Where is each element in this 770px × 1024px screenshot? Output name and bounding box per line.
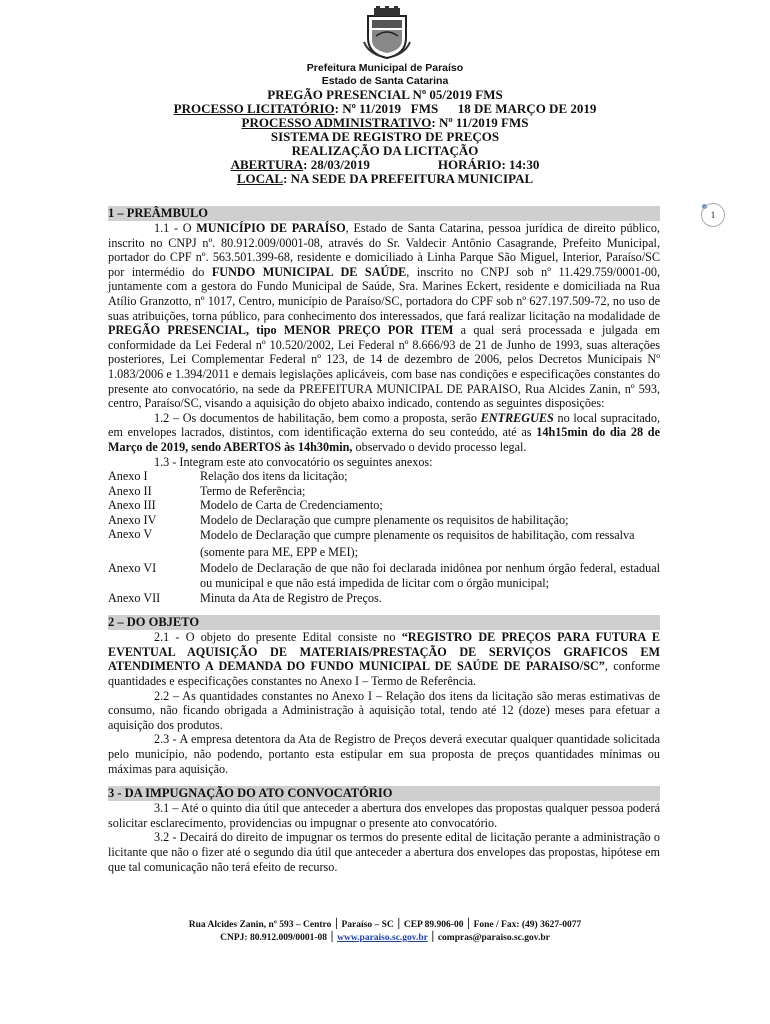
website-link[interactable]: www.paraiso.sc.gov.br bbox=[337, 933, 428, 943]
state-name: Estado de Santa Catarina bbox=[321, 75, 449, 87]
horario: HORÁRIO: 14:30 bbox=[437, 157, 540, 172]
paragraph-3-2: 3.2 - Decairá do direito de impugnar os termos do presente edital de licitação perante a administração o licitante que não o fizer até o segundo dia útil que anteceder a abertura dos envelopes das propostas, hipótese em que tal comunicação não terá efeito de recurso. bbox=[108, 830, 660, 874]
annex-row: Anexo III Modelo de Carta de Credenciamento; bbox=[108, 498, 383, 513]
abertura-line bbox=[0, 158, 770, 172]
annex-row: Anexo IV Modelo de Declaração que cumpre plenamente os requisitos de habilitação; bbox=[108, 512, 569, 527]
document-body bbox=[108, 206, 660, 874]
annex-row: Anexo I Relação dos itens da licitação; bbox=[108, 469, 348, 484]
section-title-objeto: 2 – DO OBJETO bbox=[108, 615, 660, 630]
realizacao-line: REALIZAÇÃO DA LICITAÇÃO bbox=[291, 143, 479, 158]
paragraph-2-2: 2.2 – As quantidades constantes no Anexo I – Relação dos itens da licitação são meras estimativas de consumo, não ficando obrigada a Administração à aquisição total, tendo até 12 (doze) meses para efetuar a aquisição dos produtos. bbox=[108, 688, 660, 732]
adm-label: PROCESSO ADMINISTRATIVO bbox=[241, 115, 432, 130]
footer-address: Rua Alcides Zanin, nº 593 – Centro ׀ Paraíso – SC ׀ CEP 89.906-00 ׀ Fone / Fax: (49) 3627-0077 bbox=[188, 920, 582, 930]
pregao-title: PREGÃO PRESENCIAL Nº 05/2019 FMS bbox=[267, 87, 503, 102]
paragraph-2-3: 2.3 - A empresa detentora da Ata de Registro de Preços deverá executar qualquer quantidade solicitada pelo município, não podendo, portanto esta estipular em sua proposta de preços quantidades mínimas ou máximas para aquisição. bbox=[108, 732, 660, 776]
annex-row: Anexo VII Minuta da Ata de Registro de Preços. bbox=[108, 590, 382, 605]
paragraph-1-2: 1.2 – Os documentos de habilitação, bem como a proposta, serão ENTREGUES no local supracitado, em envelopes lacrados, distintos, com identificação externa do seu conteúdo, até as 14h15min do dia 28 de Março de 2019, sendo ABERTOS às 14h30min, observado o devido processo legal. bbox=[108, 410, 660, 454]
processo-line bbox=[0, 102, 770, 116]
section-title-preambulo: 1 – PREÂMBULO bbox=[108, 206, 660, 221]
paragraph-3-1: 3.1 – Até o quinto dia útil que anteceder a abertura dos envelopes das propostas qualquer pessoa poderá solicitar esclarecimento, providencias ou impugnar o presente ato convocatório. bbox=[108, 801, 660, 830]
sistema-line: SISTEMA DE REGISTRO DE PREÇOS bbox=[270, 129, 500, 144]
local-value: : NA SEDE DA PREFEITURA MUNICIPAL bbox=[283, 171, 534, 186]
municipal-crest-logo bbox=[362, 6, 412, 60]
paragraph-1-1: 1.1 - O MUNICÍPIO DE PARAÍSO, Estado de Santa Catarina, pessoa jurídica de direito público, inscrito no CNPJ nº. 80.912.009/0001-08, através do Sr. Valdecir Antônio Casagrande, Prefeito Municipal, portador do CPF nº. 563.501.399-68, residente e domiciliado à Linha Parque São Miguel, Interior, Paraíso/SC por intermédio do FUNDO MUNICIPAL DE SAÚDE, inscrito no CNPJ sob nº 11.429.759/0001-00, juntamente com a gestora do Fundo Municipal de Saúde, Sra. Marines Eckert, residente e domiciliada na Rua Atílio Granzotto, nº 1017, Centro, município de Paraíso/SC, portadora do CPF sob nº 627.197.509-72, no uso de suas atribuições, torna público, para conhecimento dos interessados, que fará realizar licitação na modalidade de PREGÃO PRESENCIAL, tipo MENOR PREÇO POR ITEM a qual será processada e julgada em conformidade da Lei Federal nº 10.520/2002, Lei Federal nº 8.666/93 de 21 de Junho de 1993, suas alterações posteriores, Lei Complementar Federal nº 123, de 14 de dezembro de 2006, pelos Decretos Municipais Nº 1.083/2006 e 1.394/2011 e demais legislações aplicáveis, com base nas condições e especificações constantes do presente ato convocatório, na sede da PREFEITURA MUNICIPAL DE PARAISO, Rua Alcides Zanin, nº 593, centro, Paraíso/SC, visando a aquisição do objeto abaixo indicado, contendo as seguintes disposições: bbox=[108, 221, 660, 411]
annex-row: Anexo VI Modelo de Declaração de que não foi declarada inidônea por nenhum órgão federal, estadual ou municipal e que não está impedida de licitar com o órgão municipal; bbox=[108, 561, 660, 591]
page-number: 1 bbox=[701, 203, 725, 227]
abertura-label: ABERTURA bbox=[230, 157, 304, 172]
paragraph-2-1: 2.1 - O objeto do presente Edital consiste no “REGISTRO DE PREÇOS PARA FUTURA E EVENTUAL AQUISIÇÃO DE MATERIAIS/PRESTAÇÃO DE SERVIÇOS GRAFICOS EM ATENDIMENTO A DEMANDA DO FUNDO MUNICIPAL DE SAÚDE DE PARAISO/SC”, conforme quantidades e especificações constantes no Anexo I – Termo de Referência. bbox=[108, 630, 661, 689]
section-title-impugnacao: 3 - DA IMPUGNAÇÃO DO ATO CONVOCATÓRIO bbox=[108, 786, 660, 801]
processo-value: : Nº 11/2019 FMS 18 DE MARÇO DE 2019 bbox=[334, 101, 597, 116]
processo-label: PROCESSO LICITATÓRIO bbox=[173, 101, 335, 116]
adm-line bbox=[0, 116, 770, 130]
adm-value: : Nº 11/2019 FMS bbox=[431, 115, 529, 130]
org-name: Prefeitura Municipal de Paraíso bbox=[306, 62, 464, 74]
annex-row: Anexo V Modelo de Declaração que cumpre plenamente os requisitos de habilitação, com ressalva (somente para ME, EPP e MEI); bbox=[108, 527, 635, 560]
annex-row: Anexo II Termo de Referência; bbox=[108, 483, 306, 498]
paragraph-1-3: 1.3 - Integram este ato convocatório os seguintes anexos: bbox=[154, 454, 433, 469]
local-line bbox=[0, 172, 770, 186]
footer-contact: CNPJ: 80.912.009/0001-08 ׀ www.paraiso.sc.gov.br ׀ compras@paraiso.sc.gov.br bbox=[220, 933, 550, 943]
local-label: LOCAL bbox=[236, 171, 284, 186]
abertura-value: : 28/03/2019 bbox=[303, 157, 370, 172]
